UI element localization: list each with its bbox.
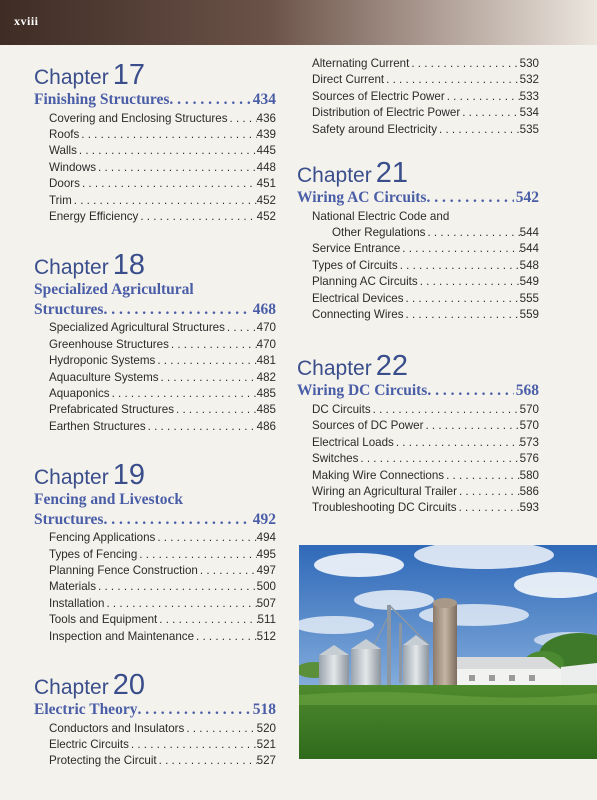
chapter-number: 22 [375,350,408,383]
chapter-21 [297,158,539,323]
toc-entry-title: Planning Fence Construction [49,564,198,577]
toc-entry[interactable] [312,209,539,225]
toc-entry-page: 511 [257,613,276,627]
toc-entry-title: Greenhouse Structures [49,337,169,351]
dot-leader [404,307,520,323]
toc-entry-title: Covering and Enclosing Structures [49,111,228,125]
toc-entry-page: 451 [256,177,276,191]
toc-entry[interactable] [312,307,539,323]
toc-entry[interactable] [49,176,276,192]
toc-entry[interactable] [49,320,276,336]
toc-entry-title: Doors [49,177,80,191]
dot-leader [159,370,257,386]
chapter-label [34,250,276,280]
chapter-title-text: Structures [34,300,104,318]
chapter-title[interactable] [34,280,276,319]
toc-entry-page: 576 [519,452,539,466]
toc-entry[interactable] [312,484,539,500]
dot-leader [80,176,257,192]
toc-entry[interactable] [312,435,539,451]
toc-entry-page: 527 [256,754,276,768]
toc-entry-page: 548 [519,258,539,272]
dot-leader [184,721,256,737]
chapter-title[interactable] [297,381,539,401]
chapter-word: Chapter [34,66,109,89]
toc-entry-title: Troubleshooting DC Circuits [312,501,457,515]
chapter-number: 19 [112,459,145,492]
toc-entry-page: 570 [519,419,539,433]
toc-entry-title: Hydroponic Systems [49,354,156,368]
chapter-title-line [34,490,276,510]
dot-leader [384,72,520,88]
chapter-word: Chapter [297,357,372,381]
chapter-word: Chapter [34,466,109,490]
toc-entry-title: Walls [49,144,77,158]
chapter-number: 18 [112,249,145,282]
continued-sections [312,56,539,138]
dot-leader [437,122,520,138]
dot-leader [427,381,513,401]
toc-entry[interactable] [312,56,539,72]
toc-entry-page: 448 [256,160,276,174]
toc-entry[interactable] [49,579,276,595]
toc-entry-title: Inspection and Maintenance [49,629,195,643]
chapter-17 [34,60,276,225]
dot-leader [409,56,519,72]
dot-leader [423,418,519,434]
toc-entry-page: 544 [519,225,539,239]
toc-entry-page: 521 [256,737,276,751]
chapter-title-text: Fencing and Livestock [34,491,183,509]
toc-entry-title: National Electric Code and [312,209,450,223]
chapter-title-text: Electric Theory [34,701,138,719]
toc-entry-title: Tools and Equipment [49,613,158,627]
chapter-word: Chapter [34,676,109,700]
chapter-title-text: Finishing Structures [34,91,170,108]
toc-entry-title: Electric Circuits [49,737,129,751]
dot-leader [169,337,257,353]
toc-entry[interactable] [49,402,276,418]
toc-entry-page: 470 [256,337,276,351]
toc-entry-title: Roofs [49,127,80,141]
toc-entry[interactable] [49,547,276,563]
toc-entry[interactable] [49,193,276,209]
chapter-title-text: Structures [34,510,104,528]
chapter-title-line [34,90,276,110]
dot-leader [404,291,520,307]
toc-entry-title: Alternating Current [312,57,410,70]
chapter-page: 434 [252,91,276,108]
toc-entry-page: 485 [256,386,276,400]
toc-entry[interactable] [312,258,539,274]
toc-entry-page: 593 [519,501,539,515]
chapter-page: 492 [252,510,276,528]
chapter-20 [34,670,276,770]
toc-entry-page: 573 [519,435,539,449]
chapter-label [34,670,276,700]
section-list [312,209,539,324]
chapter-title-line [34,280,276,300]
dot-leader [228,111,257,127]
dot-leader [96,579,257,595]
toc-entry-title: Electrical Loads [312,435,394,449]
dot-leader [72,193,257,209]
toc-entry-title: Trim [49,193,72,207]
dot-leader [418,274,520,290]
toc-entry-page: 535 [519,122,539,136]
toc-entry-page: 555 [519,291,539,305]
toc-entry-page: 534 [519,106,539,120]
toc-entry[interactable] [49,353,276,369]
toc-entry[interactable] [312,225,539,241]
toc-entry-title: Connecting Wires [312,307,404,321]
toc-entry-page: 570 [519,402,539,416]
left-column [34,60,276,770]
dot-leader [96,160,257,176]
toc-entry-page: 532 [519,73,539,87]
dot-leader [137,547,256,563]
toc-entry[interactable] [312,72,539,88]
chapter-title-line [34,510,276,530]
toc-entry-page: 495 [256,547,276,561]
chapter-label [34,60,276,90]
chapter-page: 468 [252,300,276,318]
dot-leader [138,209,256,225]
dot-leader [457,484,520,500]
toc-entry-page: 559 [519,307,539,321]
toc-entry-title: Other Regulations [332,225,426,239]
dot-leader [103,300,250,320]
chapter-title-line [297,188,539,208]
chapter-word: Chapter [297,164,372,188]
toc-entry-page: 580 [519,468,539,482]
toc-entry-page: 507 [256,596,276,610]
dot-leader [225,320,257,336]
chapter-title-line [34,700,276,720]
toc-entry[interactable] [312,418,539,434]
chapter-title[interactable] [34,490,276,529]
toc-entry[interactable] [49,629,276,645]
toc-entry-title: Windows [49,160,97,174]
chapter-title[interactable] [34,700,276,720]
toc-entry[interactable] [312,274,539,290]
chapter-number: 17 [112,59,145,91]
dot-leader [137,700,250,720]
chapter-label [297,158,539,188]
dot-leader [400,241,519,257]
toc-entry-title: Sources of DC Power [312,419,424,433]
toc-entry-title: Direct Current [312,73,385,87]
dot-leader [174,402,257,418]
toc-entry-title: Materials [49,580,97,594]
chapter-page: 542 [515,189,539,207]
chapter-number: 20 [112,669,145,702]
dot-leader [425,225,519,241]
toc-entry-page: 452 [256,209,276,223]
toc-entry[interactable] [312,291,539,307]
toc-entry-page: 530 [519,57,539,70]
section-list [49,530,276,645]
chapter-word: Chapter [34,256,109,280]
chapter-title[interactable] [34,90,276,110]
toc-entry[interactable] [312,105,539,121]
toc-entry-page: 586 [519,484,539,498]
chapter-title-text: Specialized Agricultural [34,281,194,299]
dot-leader [169,90,250,110]
toc-entry-title: Sources of Electric Power [312,89,445,103]
toc-entry-title: Specialized Agricultural Structures [49,321,225,335]
dot-leader [110,386,257,402]
toc-entry[interactable] [49,111,276,127]
toc-entry[interactable] [49,721,276,737]
chapter-label [34,460,276,490]
toc-entry-title: Installation [49,596,105,610]
toc-entry-page: 520 [256,721,276,735]
dot-leader [398,258,520,274]
toc-entry-title: Conductors and Insulators [49,721,185,735]
toc-entry-title: Fencing Applications [49,531,156,545]
dot-leader [77,143,257,159]
chapter-title-text: Wiring AC Circuits [297,189,427,207]
dot-leader [198,563,257,579]
toc-entry-page: 452 [256,193,276,207]
toc-entry-page: 439 [256,127,276,141]
chapter-page: 518 [252,701,276,719]
toc-entry[interactable] [49,160,276,176]
chapter-page: 568 [515,382,539,400]
toc-entry-title: Making Wire Connections [312,468,445,482]
toc-entry[interactable] [49,737,276,753]
toc-entry-page: 533 [519,89,539,103]
toc-entry-title: Prefabricated Structures [49,403,175,417]
section-list [49,721,276,770]
dot-leader [194,629,257,645]
toc-entry-page: 485 [256,403,276,417]
toc-entry-title: Aquaculture Systems [49,370,159,384]
toc-entry[interactable] [49,530,276,546]
dot-leader [444,468,520,484]
toc-entry-title: Aquaponics [49,386,110,400]
dot-leader [394,435,520,451]
toc-entry-title: Switches [312,452,359,466]
dot-leader [371,402,520,418]
toc-entry-title: Earthen Structures [49,419,146,433]
toc-entry-page: 482 [256,370,276,384]
dot-leader [129,737,257,753]
chapter-title-line [297,381,539,401]
dot-leader [426,188,513,208]
toc-entry-title: Electrical Devices [312,291,404,305]
chapter-label [297,351,539,381]
right-column [297,56,539,517]
toc-entry-title: Service Entrance [312,242,401,256]
dot-leader [157,612,257,628]
dot-leader [157,753,257,769]
toc-entry[interactable] [49,337,276,353]
farm-silos-photo [299,545,597,759]
toc-entry-title: Types of Circuits [312,258,398,272]
dot-leader [104,596,256,612]
section-list [312,402,539,517]
toc-entry-title: Wiring an Agricultural Trailer [312,484,457,498]
section-list [49,320,276,435]
toc-entry-title: Energy Efficiency [49,209,139,223]
dot-leader [358,451,519,467]
toc-entry-page: 500 [256,580,276,594]
toc-entry-page: 486 [256,419,276,433]
chapter-22 [297,351,539,516]
toc-entry[interactable] [49,419,276,435]
dot-leader [460,105,519,121]
toc-entry-page: 470 [256,321,276,335]
toc-entry[interactable] [49,563,276,579]
toc-entry-page: 497 [256,564,276,577]
dot-leader [79,127,256,143]
toc-entry[interactable] [49,209,276,225]
page-number: xviii [14,14,39,28]
chapter-19 [34,460,276,645]
toc-entry[interactable] [312,122,539,138]
chapter-18 [34,250,276,435]
toc-entry-title: Types of Fencing [49,547,138,561]
dot-leader [445,89,520,105]
dot-leader [146,419,257,435]
toc-entry-title: Protecting the Circuit [49,754,157,768]
toc-entry[interactable] [312,89,539,105]
section-list [49,111,276,226]
toc-entry-page: 512 [256,629,276,643]
toc-entry-page: 544 [519,242,539,256]
toc-entry[interactable] [49,596,276,612]
chapter-number: 21 [375,157,408,190]
toc-entry-page: 549 [519,275,539,289]
toc-entry[interactable] [312,500,539,516]
toc-entry-title: DC Circuits [312,402,371,416]
chapter-title[interactable] [297,188,539,208]
toc-entry[interactable] [49,386,276,402]
dot-leader [103,510,250,530]
toc-entry-page: 481 [256,354,276,368]
toc-entry[interactable] [312,241,539,257]
toc-entry-title: Distribution of Electric Power [312,106,461,120]
dot-leader [155,530,256,546]
toc-entry-page: 436 [256,111,276,125]
toc-entry[interactable] [49,127,276,143]
toc-entry[interactable] [312,468,539,484]
chapter-title-line [34,300,276,320]
dot-leader [155,353,256,369]
toc-entry-title: Safety around Electricity [312,122,438,136]
toc-entry[interactable] [312,451,539,467]
header-bar [0,0,597,45]
dot-leader [457,500,520,516]
toc-entry[interactable] [312,402,539,418]
toc-entry-page: 494 [256,531,276,545]
toc-entry[interactable] [49,753,276,769]
toc-entry-page: 445 [256,144,276,158]
toc-entry-title: Planning AC Circuits [312,275,418,289]
toc-entry[interactable] [49,143,276,159]
toc-entry[interactable] [49,370,276,386]
toc-entry[interactable] [49,612,276,628]
chapter-title-text: Wiring DC Circuits [297,382,428,400]
